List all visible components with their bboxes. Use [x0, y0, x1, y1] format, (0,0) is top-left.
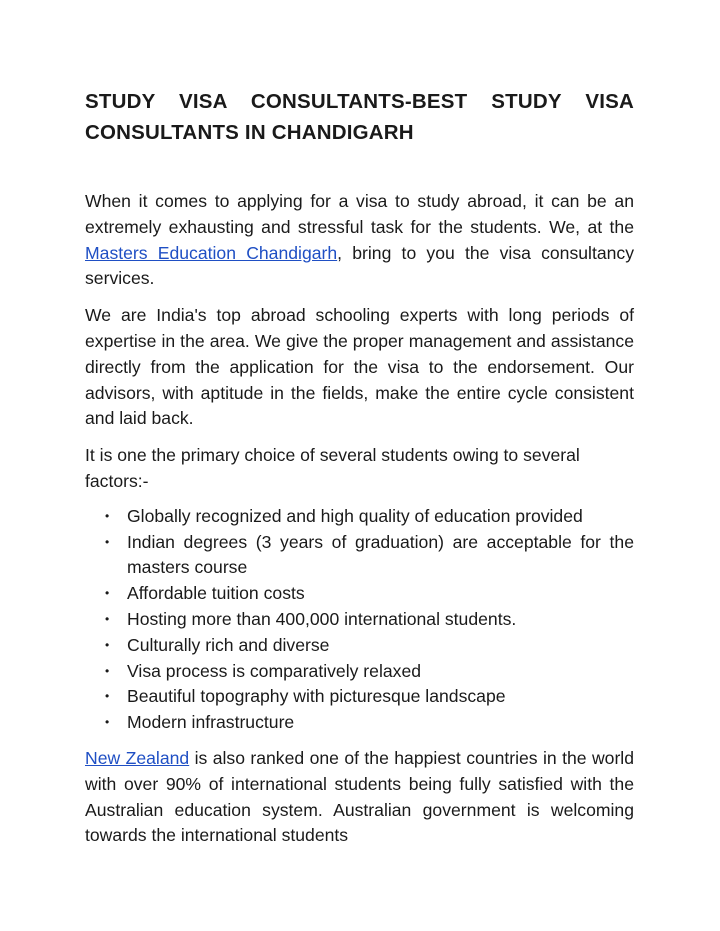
intro-paragraph: [85, 189, 634, 292]
new-zealand-text: is also ranked one of the happiest countries in the world with over 90% of international students being fully satisfied with the Australian education system. Australian government is welcoming towards the international students: [85, 747, 634, 846]
list-item-text: Hosting more than 400,000 international students.: [127, 608, 517, 629]
list-item: [105, 659, 634, 685]
bullet-icon: •: [105, 637, 110, 652]
document-page: [85, 0, 634, 849]
list-item-text: Globally recognized and high quality of education provided: [127, 505, 583, 526]
list-item: [105, 581, 634, 607]
list-item: [105, 607, 634, 633]
new-zealand-link[interactable]: New Zealand: [85, 747, 190, 768]
list-item: [105, 633, 634, 659]
bullet-icon: •: [105, 663, 110, 678]
list-item: [105, 504, 634, 530]
list-item: [105, 710, 634, 736]
page-title: STUDY VISA CONSULTANTS-BEST STUDY VISA CONSULTANTS IN CHANDIGARH: [85, 90, 634, 144]
new-zealand-paragraph: [85, 746, 634, 849]
list-item-text: Culturally rich and diverse: [127, 634, 330, 655]
list-item-text: Beautiful topography with picturesque landscape: [127, 686, 506, 707]
bullet-icon: •: [105, 689, 110, 704]
list-item: [105, 684, 634, 710]
list-item-text: Affordable tuition costs: [127, 583, 305, 604]
list-item-text: Visa process is comparatively relaxed: [127, 660, 422, 681]
factors-intro-paragraph: It is one the primary choice of several students owing to several factors:-: [85, 445, 580, 491]
bullet-icon: •: [105, 586, 110, 601]
bullet-icon: •: [105, 534, 110, 549]
list-item-text: Indian degrees (3 years of graduation) are acceptable for the masters course: [127, 531, 634, 578]
expertise-paragraph: We are India's top abroad schooling experts with long periods of expertise in the area. We give the proper management and assistance directly from the application for the visa to the endorsement. Our advisors, with aptitude in the fields, make the entire cycle consistent and laid back.: [85, 305, 634, 429]
list-item: [105, 530, 634, 582]
intro-text-before: When it comes to applying for a visa to study abroad, it can be an extremely exhausting and stressful task for the students. We, at the: [85, 191, 634, 237]
bullet-icon: •: [105, 508, 110, 523]
list-item-text: Modern infrastructure: [127, 712, 295, 733]
factors-list: [85, 504, 634, 736]
bullet-icon: •: [105, 715, 110, 730]
bullet-icon: •: [105, 611, 110, 626]
masters-education-link[interactable]: Masters Education Chandigarh: [85, 242, 338, 263]
intro-text-after: , bring to you the visa consultancy services.: [85, 242, 634, 289]
